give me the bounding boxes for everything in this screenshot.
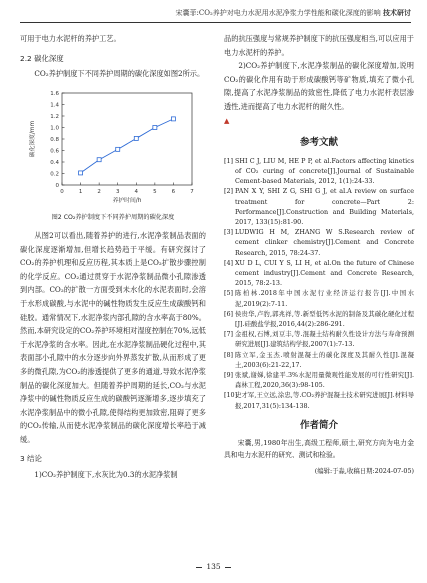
- reference-text: 金祖权,石博,刘豆丰,等.混凝土结构耐久性设计方法与寿命预测研究进展[J].建筑结构学报,2007(1):7-13.: [235, 330, 414, 349]
- x-tick-label: 7: [190, 188, 194, 195]
- reference-text: 陈柏林.2018年中国水泥行业经济运行报告[J].中国水泥,2019(2):7-11.: [235, 289, 414, 308]
- figure-caption: 图2 CO₂养护制度下不同养护周期的碳化深度: [51, 214, 175, 222]
- running-title: 宋囊菲:CO₂养护对电力水泥用水泥净浆力学性能和碳化深度的影响: [175, 9, 381, 17]
- data-point: [97, 157, 101, 161]
- reference-number: [5]: [224, 289, 234, 298]
- y-tick-label: 0.2: [50, 171, 59, 178]
- reference-number: [8]: [224, 350, 234, 359]
- y-tick-label: 1.2: [50, 113, 59, 120]
- x-tick-label: 5: [153, 188, 157, 195]
- reference-text: 张斌,谢娣,徐建平.3%水泥用量微观性能发展的可行性研究[J].森林工程,2020,36(3):98-105.: [235, 371, 414, 390]
- reference-number: [9]: [224, 371, 234, 380]
- left-column: [20, 32, 206, 482]
- reference-item: [224, 156, 414, 187]
- x-tick-label: 6: [171, 188, 176, 195]
- y-tick-label: 1.0: [50, 125, 59, 132]
- running-header: [176, 8, 412, 18]
- x-tick-label: 3: [115, 188, 120, 195]
- reference-text: 侯贵华,卢豹,郭兆祥,等.新型低钙水泥的制备及其碳化硬化过程[J].硅酸盐学报,2016,44(2):286-291.: [235, 309, 414, 328]
- series-line: [81, 119, 174, 173]
- y-tick-label: 0.6: [50, 148, 59, 155]
- reference-text: PAN X Y, SHI Z G, SHI G J, et al.A review on surface treatment for concrete—Part 2: Performance[J].Construction and Building Materials, 2017, 133(15):81-90.: [235, 187, 414, 226]
- reference-item: [224, 288, 414, 308]
- intro-line: 可用于电力水泥杆的养护工艺。: [20, 34, 121, 43]
- reference-number: [1]: [224, 156, 234, 165]
- reference-list: [224, 156, 414, 411]
- paragraph: 品的抗压强度与常规养护制度下的抗压强度相当,可以应用于电力水泥杆的养护。: [224, 34, 414, 57]
- x-tick-label: 0: [60, 188, 64, 195]
- reference-number: [3]: [224, 228, 234, 237]
- data-point: [171, 117, 175, 121]
- reference-text: 陈立军,金玉杰.喷射混凝土的碳化深度及其耐久性[J].混凝土,2003(6):21-22,17.: [235, 350, 414, 369]
- reference-number: [4]: [224, 258, 234, 267]
- figure-2: [20, 85, 206, 210]
- x-tick-label: 1: [78, 188, 83, 195]
- reference-text: LUDWIG H M, ZHANG W S.Research review of cement clinker chemistry[J].Cement and Concrete Research, 2015, 78:24-37.: [235, 228, 414, 257]
- data-point: [116, 147, 120, 151]
- reference-item: [224, 309, 414, 329]
- paragraph: 2)CO₂养护制度下,水泥净浆制品的碳化深度增加,说明CO₂的碳化作用有助于形成碳酸钙等矿物质,填充了微小孔隙,提高了水泥净浆制品的致密性,降低了电力水泥杆表层渗透性,进而提高了电力水泥杆的耐久性。: [224, 61, 414, 111]
- section-heading: 2.2 碳化深度: [20, 53, 64, 63]
- reference-number: [6]: [224, 309, 234, 318]
- reference-item: [224, 350, 414, 370]
- reference-text: SHI C J, LIU M, HE P P, et al.Factors affecting kinetics of CO₂ curing of concrete[J].Journal of Sustainable Cement-based Materials, 2012, 1(1):24-33.: [235, 156, 414, 186]
- reference-item: [224, 390, 414, 410]
- end-mark-icon: ▲: [224, 116, 230, 125]
- data-point: [79, 171, 83, 175]
- author-bio: 宋囊,男,1980年出生,高级工程师,硕士,研究方向为电力金具和电力水泥杆的研究、测试和检验。: [224, 439, 414, 459]
- reference-item: [224, 227, 414, 258]
- paragraph: 1)CO₂养护制度下,水灰比为0.3的水泥净浆制: [34, 470, 178, 480]
- carbonation-depth-chart: [20, 85, 206, 205]
- y-tick-label: 1.4: [50, 102, 59, 109]
- reference-number: [7]: [224, 330, 234, 339]
- paragraph: 从图2可以看出,随着养护的进行,水泥净浆制品表面的碳化深度逐渐增加,但增长趋势趋于平缓。有研究探讨了CO₂的养护机理和反应历程,其本质上是CO₂扩散步骤控制的化学反应。CO₂通过贯穿于水泥净浆制品微小孔隙渗透到内部。CO₂的扩散一方面受到未水化的水泥表面时,会溶于水形成碳酸,与水泥中的碱性物质发生反应生成碳酸钙和硅胶。通常情况下,水泥净浆内部孔隙的含水率高于80%。然而,本研究设定的CO₂养护环境相对湿度控制在70%,远低于水泥净浆的含水率。因此,在水泥净浆制品硬化过程中,其表面部小孔隙中的水分逐步向外界蒸发扩散,从而形成了更多的微孔隙,为CO₂的渗透提供了更多的通道,导致水泥净浆制品的碳化深度加大。但随着养护周期的延长,CO₂与水泥净浆中的碱性物质反应生成的碳酸钙逐渐增多,逐步填充了水泥净浆制品中的微小孔隙,使得结构更加致密,阻碍了更多的CO₂传输,从而使水泥净浆制品的碳化深度增长率趋于减缓。: [20, 230, 206, 444]
- y-tick-label: 0.8: [50, 136, 59, 143]
- y-tick-label: 0: [55, 182, 59, 189]
- page-number: 135: [0, 562, 427, 571]
- y-tick-label: 0.4: [50, 159, 59, 166]
- x-tick-label: 2: [97, 188, 101, 195]
- editor-note: (编辑:于淼,收稿日期:2024-07-05): [314, 466, 414, 475]
- reference-item: [224, 370, 414, 390]
- section-label: 技术研讨: [383, 9, 411, 17]
- author-bio-heading: 作者简介: [299, 419, 338, 431]
- paragraph: CO₂养护制度下不同养护周期的碳化深度如图2所示。: [34, 69, 205, 79]
- x-axis-label: 养护时间/h: [112, 197, 142, 204]
- data-point: [134, 136, 138, 140]
- reference-item: [224, 329, 414, 349]
- reference-text: XU D L, CUI Y S, LI H, et al.On the future of Chinese cement industry[J].Cement and Concrete Research, 2015, 78:2-13.: [235, 258, 414, 288]
- reference-item: [224, 186, 414, 227]
- data-point: [153, 125, 157, 129]
- x-tick-label: 4: [134, 188, 139, 195]
- conclusion-heading: 3 结论: [20, 454, 42, 464]
- reference-item: [224, 258, 414, 289]
- reference-number: [10]: [224, 391, 238, 400]
- header-rule: [20, 22, 411, 23]
- reference-text: 史才军,王立远,涂忠,等.CO₂养护混凝土技术研究进展[J].材料导报,2017,31(5):134-138.: [235, 391, 414, 410]
- references-heading: 参考文献: [299, 137, 338, 149]
- y-tick-label: 1.6: [50, 90, 59, 97]
- right-column: [224, 32, 414, 478]
- reference-number: [2]: [224, 187, 234, 196]
- y-axis-label: 碳化深度/mm: [30, 120, 36, 157]
